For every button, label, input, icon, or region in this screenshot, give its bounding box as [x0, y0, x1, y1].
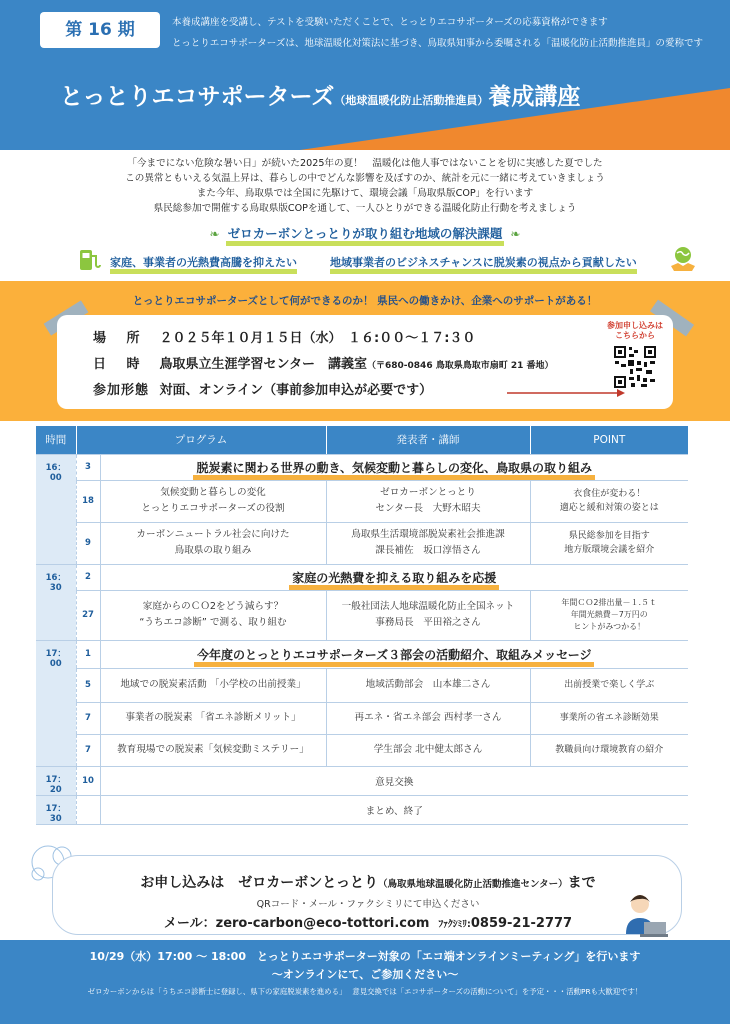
table-row: [36, 590, 688, 640]
contact-fax: 0859-21-2777: [470, 916, 573, 931]
issue-right: 地域事業者のビジネスチャンスに脱炭素の視点から貢献したい: [330, 254, 637, 270]
contact-lead: お申し込みは ゼロカーボンとっとり（鳥取県地球温暖化防止活動推進センター）まで: [140, 875, 596, 891]
event-place-row: [93, 327, 475, 346]
format-label: 参加形態: [93, 383, 150, 398]
intro-line: 「今までにない危険な暑い日」が続いた2025年の夏！ 温暖化は他人事ではないことを切に実感した夏でした: [127, 158, 603, 169]
point-cell: 衣食住が変わる！ 適応と緩和対策の姿とは: [530, 480, 688, 522]
program-cell: 気候変動と暮らしの変化 とっとりエコサポーターズの役割: [100, 480, 326, 522]
contact-email[interactable]: メール：zero-carbon@eco-tottori.com: [163, 916, 430, 931]
handshake-globe-icon: [668, 244, 698, 274]
table-row: [36, 795, 688, 824]
header-note-2: とっとりエコサポーターズは、地球温暖化対策法に基づき、鳥取県知事から委嘱される「温暖化防止活動推進員」の愛称です: [172, 38, 703, 49]
person-at-laptop-icon: [618, 888, 670, 940]
table-row: [36, 640, 688, 668]
event-time-row: [93, 353, 554, 372]
intro-line: この異常ともいえる気温上昇は、暮らしの中でどんな影響を及ぼすのか、統計を元に一緒に考えていきましょう: [125, 173, 605, 184]
section-banner: 今年度のとっとりエコサポーターズ３部会の活動紹介、取組みメッセージ: [100, 640, 688, 668]
minutes-cell: 1: [76, 640, 100, 668]
minutes-cell: 2: [76, 564, 100, 590]
time-label: 日 時: [93, 357, 141, 372]
table-row: [36, 454, 688, 480]
speaker-cell: 再エネ・省エネ部会 西村孝一さん: [326, 702, 530, 734]
speaker-cell: 鳥取県生活環境部脱炭素社会推進課 課長補佐 坂口淳悟さん: [326, 522, 530, 564]
minutes-cell: 10: [76, 766, 100, 795]
header-point: POINT: [530, 426, 688, 454]
minutes-cell: [76, 795, 100, 824]
title-end: 養成講座: [488, 84, 581, 110]
section-banner: 家庭の光熱費を抑える取り組みを応援: [100, 564, 688, 590]
term-badge: 第 16 期: [40, 12, 160, 48]
minutes-cell: 3: [76, 454, 100, 480]
program-cell: 事業者の脱炭素 「省エネ診断メリット」: [100, 702, 326, 734]
time-cell: 17：00: [36, 640, 76, 766]
contact-org: （鳥取県地球温暖化防止活動推進センター）: [378, 879, 568, 890]
footer-line-3: ゼロカーボンからは「うちエコ診断士に登録し、県下の家庭脱炭素を進める」 意見交換では「エコサポーターズの活動について」を予定・・・活動PRも大歓迎です！: [87, 987, 643, 996]
qr-label: 参加申し込みは こちらから: [607, 321, 663, 340]
issues-title: [0, 224, 730, 242]
minutes-cell: 7: [76, 702, 100, 734]
place-value: ２０２５年１０月１５日（水） １６:００～１７:３０: [159, 331, 476, 346]
table-row: [36, 766, 688, 795]
time-cell: 16：30: [36, 564, 76, 640]
event-info-section: [0, 281, 730, 421]
program-cell: 教育現場での脱炭素「気候変動ミステリー」: [100, 734, 326, 766]
intro-text: [0, 156, 730, 216]
minutes-cell: 18: [76, 480, 100, 522]
title-sub: （地球温暖化防止活動推進員）: [334, 94, 489, 107]
qr-code-icon[interactable]: [613, 345, 657, 389]
time-cell: 17：20: [36, 766, 76, 795]
intro-line: 県民総参加で開催する鳥取県版COPを通して、一人ひとりができる温暖化防止行動を考えましょう: [153, 203, 577, 214]
time-cell: 17：30: [36, 795, 76, 824]
program-cell: 家庭からのＣＯ2をどう減らす？ “うちエコ診断” で測る、取り組む: [100, 590, 326, 640]
contact-methods: QRコード・メール・ファクシミリにて申込ください: [256, 899, 480, 910]
fax-label: ﾌｧｸｼﾐﾘ:: [438, 919, 471, 930]
point-cell: 県民総参加を目指す 地方版環境会議を紹介: [530, 522, 688, 564]
table-row: [36, 522, 688, 564]
point-cell: 年間ＣＯ2排出量－１.５ｔ 年間光熱費－7万円の ヒントがみつかる！: [530, 590, 688, 640]
footer-banner: [0, 940, 730, 1024]
point-cell: 教職員向け環境教育の紹介: [530, 734, 688, 766]
table-row: [36, 734, 688, 766]
point-cell: 出前授業で楽しく学ぶ: [530, 668, 688, 702]
event-card: [57, 315, 673, 409]
header-speaker: 発表者・講師: [326, 426, 530, 454]
time-cell: 16：00: [36, 454, 76, 564]
section-banner: 脱炭素に関わる世界の動き、気候変動と暮らしの変化、鳥取県の取り組み: [100, 454, 688, 480]
program-cell: カーボンニュートラル社会に向けた 鳥取県の取り組み: [100, 522, 326, 564]
program-cell: 地域での脱炭素活動 「小学校の出前授業」: [100, 668, 326, 702]
table-header-row: [36, 426, 688, 454]
leaf-icon: ❧: [209, 227, 220, 241]
ev-charger-icon: [74, 246, 102, 274]
contact-details: [53, 912, 683, 931]
arrow-right-icon: [507, 388, 625, 398]
point-cell: 事業所の省エネ診断効果: [530, 702, 688, 734]
closing-cell: まとめ、終了: [100, 795, 688, 824]
header-note-1: 本養成講座を受講し、テストを受験いただくことで、とっとりエコサポーターズの応募資格ができます: [172, 17, 608, 28]
footer-line-2: ～オンラインにて、ご参加ください～: [271, 968, 459, 981]
place-label: 場 所: [93, 331, 141, 346]
event-headline: とっとりエコサポーターズとして何ができるのか！ 県民への働きかけ、企業へのサポートがある！: [132, 295, 598, 307]
venue-address: （〒680-0846 鳥取県鳥取市扇町 21 番地）: [367, 361, 554, 371]
header-time: 時間: [36, 426, 76, 454]
issue-left: 家庭、事業者の光熱費高騰を抑えたい: [110, 254, 297, 270]
minutes-cell: 5: [76, 668, 100, 702]
table-row: [36, 668, 688, 702]
speaker-cell: 地域活動部会 山本雄二さん: [326, 668, 530, 702]
footer-line-1: 10/29（水）17:00 ～ 18:00 とっとりエコサポーター対象の「エコ端オンラインミーティング」を行います: [89, 950, 641, 963]
event-format-row: [93, 379, 432, 398]
speaker-cell: ゼロカーボンとっとり センター長 大野木昭夫: [326, 480, 530, 522]
title-main: とっとりエコサポーターズ: [60, 84, 335, 110]
time-value: 鳥取県立生涯学習センター 講義室: [159, 357, 368, 372]
speaker-cell: 一般社団法人地球温暖化防止全国ネット 事務局長 平田裕之さん: [326, 590, 530, 640]
header-program: プログラム: [76, 426, 326, 454]
table-row: [36, 702, 688, 734]
minutes-cell: 9: [76, 522, 100, 564]
table-row: [36, 564, 688, 590]
table-row: [36, 480, 688, 522]
speaker-cell: 学生部会 北中健太郎さん: [326, 734, 530, 766]
leaf-icon: ❧: [510, 227, 521, 241]
minutes-cell: 7: [76, 734, 100, 766]
header-banner: [0, 0, 730, 150]
format-value: 対面、オンライン（事前参加申込が必要です）: [159, 383, 433, 398]
minutes-cell: 27: [76, 590, 100, 640]
page-title: [60, 78, 580, 111]
contact-box: [52, 855, 682, 935]
discussion-cell: 意見交換: [100, 766, 688, 795]
intro-line: また今年、鳥取県では全国に先駆けて、環境会議「鳥取県版COP」を行います: [196, 188, 534, 199]
issues-title-text: ゼロカーボンとっとりが取り組む地域の解決課題: [226, 226, 505, 246]
schedule-table: [36, 426, 688, 825]
